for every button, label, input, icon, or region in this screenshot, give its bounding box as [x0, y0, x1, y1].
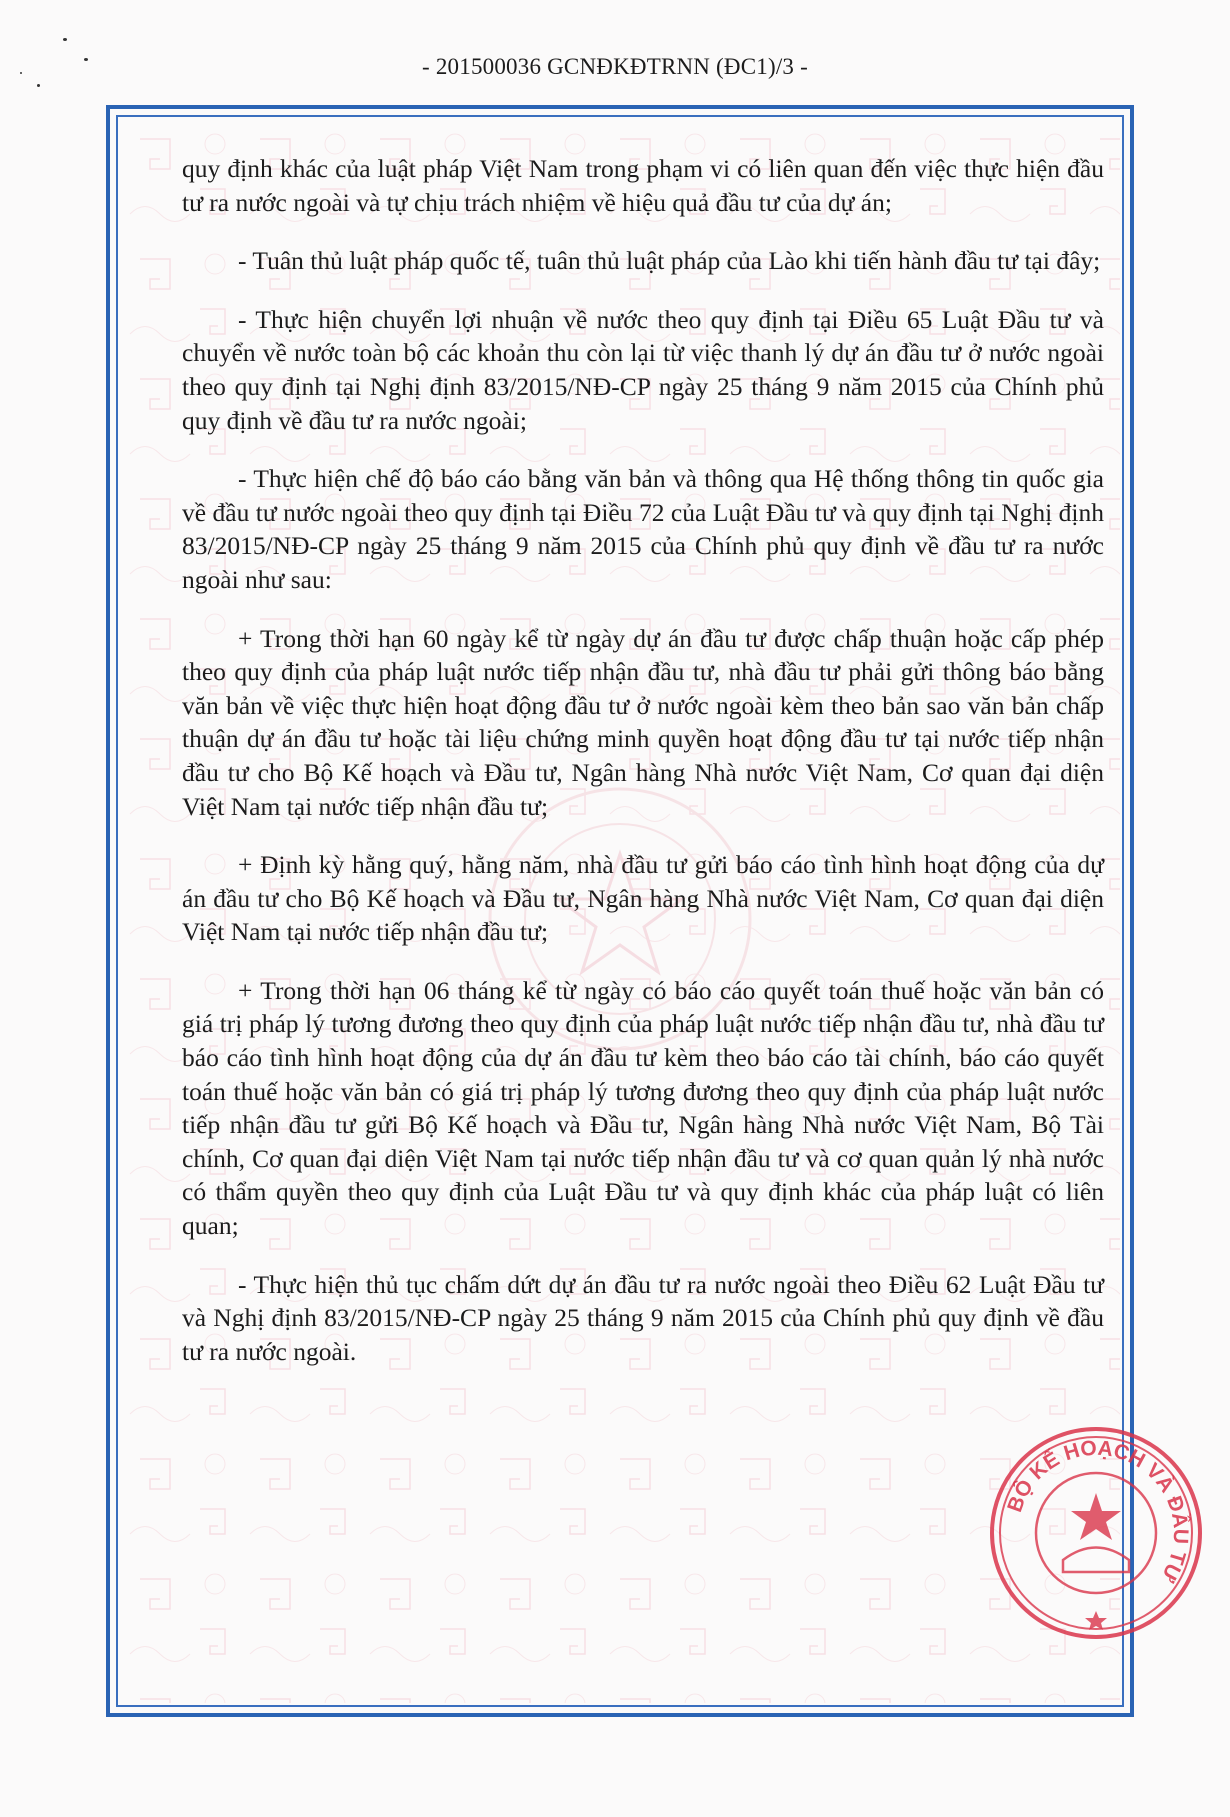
document-reference-header: - 201500036 GCNĐKĐTRNN (ĐC1)/3 -: [422, 54, 808, 79]
scan-speck: [63, 38, 67, 41]
stamp-text: BỘ KẾ HOẠCH VÀ ĐẦU TƯ: [1003, 1436, 1193, 1586]
paragraph-obligation: - Thực hiện chuyển lợi nhuận về nước theo quy định tại Điều 65 Luật Đầu tư và chuyển về nước toàn bộ các khoản thu còn lại từ việc thanh lý dự án đầu tư ở nước ngoài theo quy định tại Nghị định 83/2015/NĐ-CP ngày 25 tháng 9 năm 2015 của Chính phủ quy định về đầu tư ra nước ngoài;: [182, 304, 1104, 435]
document-body: [182, 152, 1104, 1393]
scan-speck: [37, 84, 40, 87]
paragraph-obligation: - Thực hiện chế độ báo cáo bằng văn bản và thông qua Hệ thống thông tin quốc gia về đầu tư nước ngoài theo quy định tại Điều 72 của Luật Đầu tư và quy định tại Nghị định 83/2015/NĐ-CP ngày 25 tháng 9 năm 2015 của Chính phủ quy định về đầu tư ra nước ngoài như sau:: [182, 464, 1104, 594]
paragraph-report-item: + Trong thời hạn 60 ngày kể từ ngày dự án đầu tư được chấp thuận hoặc cấp phép theo quy định của pháp luật nước tiếp nhận đầu tư, nhà đầu tư phải gửi thông báo bằng văn bản về việc thực hiện hoạt động đầu tư ở nước ngoài kèm theo bản sao văn bản chấp thuận dự án đầu tư hoặc tài liệu chứng minh quyền hoạt động đầu tư tại nước tiếp nhận đầu tư cho Bộ Kế hoạch và Đầu tư, Ngân hàng Nhà nước Việt Nam, Cơ quan đại diện Việt Nam tại nước tiếp nhận đầu tư;: [182, 623, 1104, 821]
official-seal-stamp: [988, 1425, 1204, 1641]
star-icon: [1071, 1493, 1121, 1540]
paragraph-continuation: quy định khác của luật pháp Việt Nam trong phạm vi có liên quan đến việc thực hiện đầu tư ra nước ngoài và tự chịu trách nhiệm về hiệu quả đầu tư của dự án;: [182, 154, 1104, 217]
gear-emblem-icon: [1063, 1548, 1129, 1573]
paragraph-obligation: - Thực hiện thủ tục chấm dứt dự án đầu tư ra nước ngoài theo Điều 62 Luật Đầu tư và Nghị định 83/2015/NĐ-CP ngày 25 tháng 9 năm 2015 của Chính phủ quy định về đầu tư ra nước ngoài.: [182, 1269, 1104, 1366]
paragraph-report-item: + Định kỳ hằng quý, hằng năm, nhà đầu tư gửi báo cáo tình hình hoạt động của dự án đầu tư cho Bộ Kế hoạch và Đầu tư, Ngân hàng Nhà nước Việt Nam, Cơ quan đại diện Việt Nam tại nước tiếp nhận đầu tư;: [182, 850, 1104, 947]
paragraph-report-item: + Trong thời hạn 06 tháng kể từ ngày có báo cáo quyết toán thuế hoặc văn bản có giá trị pháp lý tương đương theo quy định của pháp luật nước tiếp nhận đầu tư, nhà đầu tư báo cáo tình hình hoạt động của dự án đầu tư kèm theo báo cáo tài chính, báo cáo quyết toán thuế hoặc văn bản có giá trị pháp lý tương đương theo quy định của pháp luật nước tiếp nhận đầu tư gửi Bộ Kế hoạch và Đầu tư, Ngân hàng Nhà nước Việt Nam, Bộ Tài chính, Cơ quan đại diện Việt Nam tại nước tiếp nhận đầu tư và cơ quan quản lý nhà nước có thẩm quyền theo quy định của Luật Đầu tư và quy định khác của pháp luật có liên quan;: [182, 975, 1104, 1241]
paragraph-obligation: - Tuân thủ luật pháp quốc tế, tuân thủ luật pháp của Lào khi tiến hành đầu tư tại đây;: [238, 246, 1101, 276]
